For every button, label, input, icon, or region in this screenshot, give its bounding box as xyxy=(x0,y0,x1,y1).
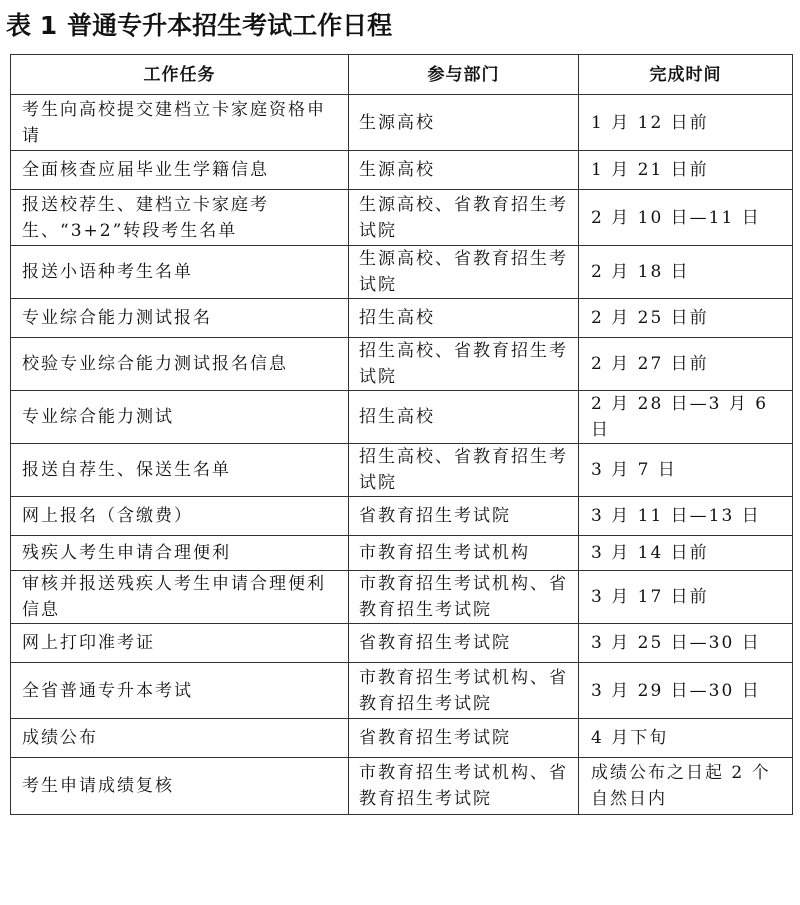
table-row xyxy=(11,299,793,338)
cell-task: 网上报名（含缴费） xyxy=(11,497,349,536)
table-title-text: 普通专升本招生考试工作日程 xyxy=(67,11,393,40)
cell-time: 3 月 14 日前 xyxy=(579,536,793,571)
cell-time: 2 月 25 日前 xyxy=(579,299,793,338)
cell-task: 审核并报送残疾人考生申请合理便利信息 xyxy=(11,571,349,624)
cell-task: 残疾人考生申请合理便利 xyxy=(11,536,349,571)
table-title xyxy=(6,6,392,46)
cell-dept: 市教育招生考试机构、省教育招生考试院 xyxy=(349,663,579,719)
table-row xyxy=(11,338,793,391)
cell-task: 全面核查应届毕业生学籍信息 xyxy=(11,151,349,190)
cell-time: 3 月 7 日 xyxy=(579,444,793,497)
cell-dept: 生源高校、省教育招生考试院 xyxy=(349,246,579,299)
header-dept: 参与部门 xyxy=(349,55,579,95)
cell-dept: 市教育招生考试机构、省教育招生考试院 xyxy=(349,571,579,624)
table-row xyxy=(11,444,793,497)
cell-dept: 招生高校 xyxy=(349,299,579,338)
cell-dept: 省教育招生考试院 xyxy=(349,719,579,758)
cell-task: 成绩公布 xyxy=(11,719,349,758)
cell-task: 网上打印准考证 xyxy=(11,624,349,663)
cell-dept: 生源高校 xyxy=(349,95,579,151)
cell-task: 报送自荐生、保送生名单 xyxy=(11,444,349,497)
cell-task: 报送小语种考生名单 xyxy=(11,246,349,299)
cell-dept: 生源高校、省教育招生考试院 xyxy=(349,190,579,246)
header-time: 完成时间 xyxy=(579,55,793,95)
cell-dept: 省教育招生考试院 xyxy=(349,624,579,663)
table-row xyxy=(11,95,793,151)
table-row xyxy=(11,758,793,815)
table-row xyxy=(11,246,793,299)
table-row xyxy=(11,719,793,758)
table-row xyxy=(11,663,793,719)
cell-task: 校验专业综合能力测试报名信息 xyxy=(11,338,349,391)
cell-dept: 生源高校 xyxy=(349,151,579,190)
schedule-table xyxy=(10,54,793,815)
table-row xyxy=(11,571,793,624)
cell-time: 4 月下旬 xyxy=(579,719,793,758)
cell-time: 3 月 25 日—30 日 xyxy=(579,624,793,663)
cell-time: 1 月 12 日前 xyxy=(579,95,793,151)
cell-time: 2 月 28 日—3 月 6 日 xyxy=(579,391,793,444)
cell-dept: 市教育招生考试机构 xyxy=(349,536,579,571)
cell-dept: 省教育招生考试院 xyxy=(349,497,579,536)
cell-time: 2 月 27 日前 xyxy=(579,338,793,391)
cell-time: 3 月 29 日—30 日 xyxy=(579,663,793,719)
table-row xyxy=(11,151,793,190)
cell-time: 2 月 10 日—11 日 xyxy=(579,190,793,246)
cell-dept: 市教育招生考试机构、省教育招生考试院 xyxy=(349,758,579,815)
cell-dept: 招生高校 xyxy=(349,391,579,444)
table-row xyxy=(11,536,793,571)
cell-task: 报送校荐生、建档立卡家庭考生、“3+2”转段考生名单 xyxy=(11,190,349,246)
table-row xyxy=(11,190,793,246)
table-row xyxy=(11,497,793,536)
cell-task: 考生申请成绩复核 xyxy=(11,758,349,815)
cell-task: 全省普通专升本考试 xyxy=(11,663,349,719)
cell-time: 2 月 18 日 xyxy=(579,246,793,299)
cell-time: 3 月 11 日—13 日 xyxy=(579,497,793,536)
table-number: 表 1 xyxy=(6,11,58,40)
cell-time: 成绩公布之日起 2 个自然日内 xyxy=(579,758,793,815)
cell-dept: 招生高校、省教育招生考试院 xyxy=(349,444,579,497)
table-row xyxy=(11,624,793,663)
cell-dept: 招生高校、省教育招生考试院 xyxy=(349,338,579,391)
table-header-row xyxy=(11,55,793,95)
header-task: 工作任务 xyxy=(11,55,349,95)
table-row xyxy=(11,391,793,444)
cell-task: 考生向高校提交建档立卡家庭资格申请 xyxy=(11,95,349,151)
cell-time: 1 月 21 日前 xyxy=(579,151,793,190)
cell-task: 专业综合能力测试 xyxy=(11,391,349,444)
cell-time: 3 月 17 日前 xyxy=(579,571,793,624)
cell-task: 专业综合能力测试报名 xyxy=(11,299,349,338)
